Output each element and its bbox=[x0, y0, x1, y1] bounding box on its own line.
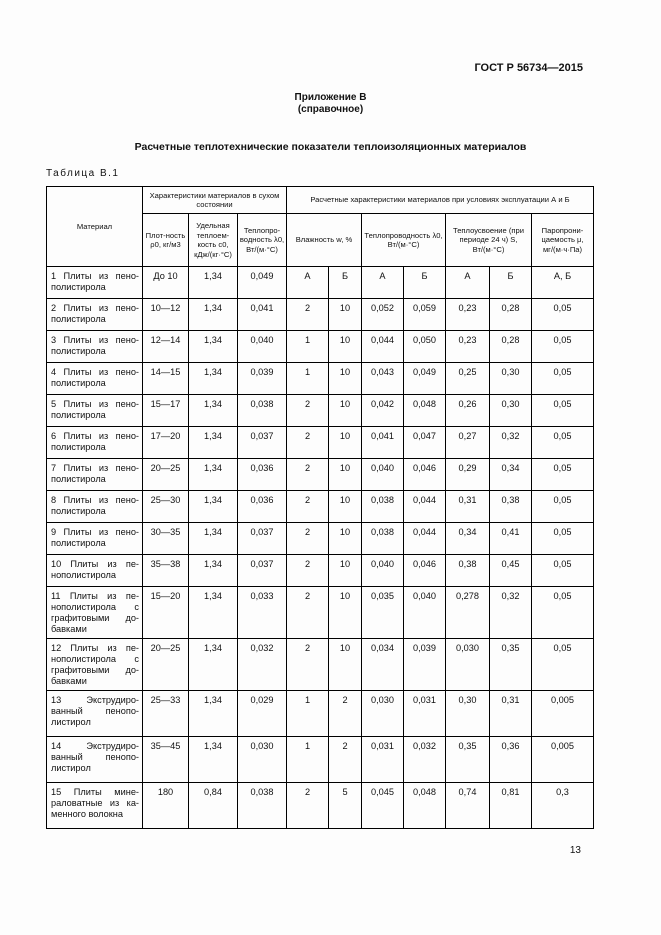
cell-vapor-permeability: 0,05 bbox=[532, 459, 594, 491]
cell-conductivity-b: 0,046 bbox=[404, 555, 446, 587]
cell-heat-capacity: 1,34 bbox=[189, 587, 238, 639]
cell-conductivity-a: 0,042 bbox=[362, 395, 404, 427]
header-heat-absorption: Теплоусвоение (при периоде 24 ч) S, Вт/(м·°С) bbox=[446, 214, 532, 267]
header-operating-group: Расчетные характеристики материалов при условиях эксплуатации А и Б bbox=[287, 187, 594, 214]
cell-humidity-b: Б bbox=[329, 267, 362, 299]
header-material: Материал bbox=[47, 187, 143, 267]
standard-number: ГОСТ Р 56734—2015 bbox=[474, 62, 583, 74]
cell-heat-capacity: 1,34 bbox=[189, 691, 238, 737]
cell-conductivity-dry: 0,037 bbox=[238, 427, 287, 459]
cell-vapor-permeability: 0,05 bbox=[532, 395, 594, 427]
cell-density: 35—38 bbox=[143, 555, 189, 587]
cell-vapor-permeability: 0,05 bbox=[532, 491, 594, 523]
appendix-title: Приложение В bbox=[294, 92, 367, 103]
cell-humidity-a: 1 bbox=[287, 737, 329, 783]
cell-conductivity-b: 0,059 bbox=[404, 299, 446, 331]
cell-humidity-b: 10 bbox=[329, 459, 362, 491]
cell-material: 12 Плиты из пе-нополистирола с графитовыми до-бавками bbox=[47, 639, 143, 691]
cell-absorption-a: А bbox=[446, 267, 490, 299]
cell-vapor-permeability: 0,3 bbox=[532, 783, 594, 829]
cell-heat-capacity: 1,34 bbox=[189, 459, 238, 491]
cell-conductivity-b: 0,044 bbox=[404, 491, 446, 523]
cell-vapor-permeability: 0,005 bbox=[532, 691, 594, 737]
cell-material: 7 Плиты из пено-полистирола bbox=[47, 459, 143, 491]
cell-material: 6 Плиты из пено-полистирола bbox=[47, 427, 143, 459]
cell-material: 1 Плиты из пено-полистирола bbox=[47, 267, 143, 299]
cell-humidity-b: 10 bbox=[329, 331, 362, 363]
cell-heat-capacity: 1,34 bbox=[189, 491, 238, 523]
cell-heat-capacity: 1,34 bbox=[189, 331, 238, 363]
cell-conductivity-b: 0,044 bbox=[404, 523, 446, 555]
cell-density: 20—25 bbox=[143, 459, 189, 491]
cell-conductivity-dry: 0,037 bbox=[238, 555, 287, 587]
cell-humidity-b: 10 bbox=[329, 363, 362, 395]
cell-heat-capacity: 1,34 bbox=[189, 267, 238, 299]
cell-conductivity-dry: 0,033 bbox=[238, 587, 287, 639]
cell-density: 180 bbox=[143, 783, 189, 829]
cell-vapor-permeability: 0,05 bbox=[532, 555, 594, 587]
cell-conductivity-dry: 0,029 bbox=[238, 691, 287, 737]
cell-vapor-permeability: 0,05 bbox=[532, 523, 594, 555]
table-row bbox=[47, 639, 594, 691]
cell-conductivity-a: 0,043 bbox=[362, 363, 404, 395]
cell-density: 20—25 bbox=[143, 639, 189, 691]
appendix-heading bbox=[0, 92, 661, 116]
header-conductivity-dry: Теплопро-водность λ0, Вт/(м·°С) bbox=[238, 214, 287, 267]
cell-absorption-b: 0,45 bbox=[490, 555, 532, 587]
cell-heat-capacity: 1,34 bbox=[189, 523, 238, 555]
section-title: Расчетные теплотехнические показатели теплоизоляционных материалов bbox=[134, 141, 527, 153]
cell-vapor-permeability: А, Б bbox=[532, 267, 594, 299]
cell-conductivity-dry: 0,049 bbox=[238, 267, 287, 299]
cell-absorption-b: 0,38 bbox=[490, 491, 532, 523]
cell-absorption-a: 0,34 bbox=[446, 523, 490, 555]
cell-vapor-permeability: 0,05 bbox=[532, 299, 594, 331]
cell-vapor-permeability: 0,005 bbox=[532, 737, 594, 783]
cell-conductivity-a: 0,041 bbox=[362, 427, 404, 459]
materials-table bbox=[46, 186, 594, 829]
cell-vapor-permeability: 0,05 bbox=[532, 363, 594, 395]
cell-humidity-a: 1 bbox=[287, 691, 329, 737]
cell-absorption-a: 0,25 bbox=[446, 363, 490, 395]
cell-heat-capacity: 0,84 bbox=[189, 783, 238, 829]
cell-absorption-a: 0,38 bbox=[446, 555, 490, 587]
cell-absorption-b: 0,41 bbox=[490, 523, 532, 555]
cell-conductivity-a: А bbox=[362, 267, 404, 299]
cell-conductivity-dry: 0,036 bbox=[238, 491, 287, 523]
cell-absorption-b: 0,35 bbox=[490, 639, 532, 691]
cell-humidity-a: 2 bbox=[287, 783, 329, 829]
table-row bbox=[47, 427, 594, 459]
cell-absorption-a: 0,278 bbox=[446, 587, 490, 639]
cell-material: 4 Плиты из пено-полистирола bbox=[47, 363, 143, 395]
table-row bbox=[47, 459, 594, 491]
cell-humidity-b: 10 bbox=[329, 523, 362, 555]
cell-humidity-b: 10 bbox=[329, 299, 362, 331]
cell-absorption-a: 0,27 bbox=[446, 427, 490, 459]
cell-vapor-permeability: 0,05 bbox=[532, 587, 594, 639]
cell-conductivity-dry: 0,040 bbox=[238, 331, 287, 363]
cell-absorption-b: 0,28 bbox=[490, 299, 532, 331]
cell-absorption-a: 0,35 bbox=[446, 737, 490, 783]
table-label: Таблица В.1 bbox=[46, 168, 120, 179]
cell-conductivity-dry: 0,037 bbox=[238, 523, 287, 555]
table-row bbox=[47, 587, 594, 639]
cell-humidity-b: 10 bbox=[329, 491, 362, 523]
cell-conductivity-dry: 0,038 bbox=[238, 395, 287, 427]
cell-heat-capacity: 1,34 bbox=[189, 395, 238, 427]
cell-vapor-permeability: 0,05 bbox=[532, 331, 594, 363]
cell-density: 30—35 bbox=[143, 523, 189, 555]
cell-absorption-b: 0,81 bbox=[490, 783, 532, 829]
cell-conductivity-b: 0,048 bbox=[404, 395, 446, 427]
cell-humidity-b: 10 bbox=[329, 587, 362, 639]
cell-conductivity-b: 0,040 bbox=[404, 587, 446, 639]
cell-density: 12—14 bbox=[143, 331, 189, 363]
cell-absorption-a: 0,26 bbox=[446, 395, 490, 427]
cell-density: 35—45 bbox=[143, 737, 189, 783]
table-row bbox=[47, 363, 594, 395]
cell-humidity-a: 2 bbox=[287, 491, 329, 523]
cell-absorption-a: 0,30 bbox=[446, 691, 490, 737]
cell-density: 15—20 bbox=[143, 587, 189, 639]
cell-absorption-b: 0,30 bbox=[490, 363, 532, 395]
table-row bbox=[47, 299, 594, 331]
cell-material: 15 Плиты мине-раловатные из ка-менного волокна bbox=[47, 783, 143, 829]
cell-conductivity-b: 0,048 bbox=[404, 783, 446, 829]
cell-heat-capacity: 1,34 bbox=[189, 427, 238, 459]
cell-conductivity-a: 0,035 bbox=[362, 587, 404, 639]
cell-humidity-a: 2 bbox=[287, 587, 329, 639]
cell-absorption-b: 0,32 bbox=[490, 587, 532, 639]
cell-density: 25—33 bbox=[143, 691, 189, 737]
cell-density: 17—20 bbox=[143, 427, 189, 459]
table-body bbox=[47, 267, 594, 829]
cell-humidity-a: 2 bbox=[287, 555, 329, 587]
cell-conductivity-a: 0,044 bbox=[362, 331, 404, 363]
appendix-note: (справочное) bbox=[297, 104, 364, 115]
table-row bbox=[47, 395, 594, 427]
cell-heat-capacity: 1,34 bbox=[189, 363, 238, 395]
page-number: 13 bbox=[569, 845, 581, 856]
header-density: Плот-ность ρ0, кг/м3 bbox=[143, 214, 189, 267]
cell-humidity-b: 10 bbox=[329, 639, 362, 691]
cell-absorption-a: 0,29 bbox=[446, 459, 490, 491]
cell-conductivity-dry: 0,032 bbox=[238, 639, 287, 691]
cell-humidity-a: 2 bbox=[287, 427, 329, 459]
table-row bbox=[47, 737, 594, 783]
cell-material: 11 Плиты из пе-нополистирола с графитовыми до-бавками bbox=[47, 587, 143, 639]
cell-absorption-a: 0,74 bbox=[446, 783, 490, 829]
cell-conductivity-a: 0,052 bbox=[362, 299, 404, 331]
table-row bbox=[47, 783, 594, 829]
cell-humidity-b: 2 bbox=[329, 737, 362, 783]
cell-conductivity-dry: 0,030 bbox=[238, 737, 287, 783]
cell-heat-capacity: 1,34 bbox=[189, 639, 238, 691]
cell-conductivity-a: 0,038 bbox=[362, 523, 404, 555]
cell-material: 3 Плиты из пено-полистирола bbox=[47, 331, 143, 363]
cell-conductivity-b: 0,049 bbox=[404, 363, 446, 395]
cell-density: 15—17 bbox=[143, 395, 189, 427]
cell-material: 14 Экструдиро-ванный пенопо-листирол bbox=[47, 737, 143, 783]
cell-conductivity-a: 0,040 bbox=[362, 555, 404, 587]
cell-conductivity-b: 0,047 bbox=[404, 427, 446, 459]
cell-absorption-a: 0,030 bbox=[446, 639, 490, 691]
table-row bbox=[47, 267, 594, 299]
cell-humidity-a: А bbox=[287, 267, 329, 299]
cell-conductivity-a: 0,030 bbox=[362, 691, 404, 737]
cell-humidity-a: 1 bbox=[287, 363, 329, 395]
cell-absorption-b: 0,28 bbox=[490, 331, 532, 363]
cell-heat-capacity: 1,34 bbox=[189, 299, 238, 331]
cell-material: 5 Плиты из пено-полистирола bbox=[47, 395, 143, 427]
cell-conductivity-b: Б bbox=[404, 267, 446, 299]
cell-material: 10 Плиты из пе-нополистирола bbox=[47, 555, 143, 587]
cell-humidity-a: 2 bbox=[287, 459, 329, 491]
table-row bbox=[47, 331, 594, 363]
cell-conductivity-b: 0,050 bbox=[404, 331, 446, 363]
cell-conductivity-a: 0,045 bbox=[362, 783, 404, 829]
cell-absorption-a: 0,23 bbox=[446, 331, 490, 363]
cell-conductivity-b: 0,032 bbox=[404, 737, 446, 783]
cell-humidity-b: 10 bbox=[329, 395, 362, 427]
header-heat-capacity: Удельная теплоем-кость c0, кДж/(кг·°С) bbox=[189, 214, 238, 267]
cell-conductivity-dry: 0,041 bbox=[238, 299, 287, 331]
table-row bbox=[47, 491, 594, 523]
cell-humidity-b: 10 bbox=[329, 555, 362, 587]
header-conductivity: Теплопроводность λ0, Вт/(м·°С) bbox=[362, 214, 446, 267]
cell-absorption-b: 0,30 bbox=[490, 395, 532, 427]
table-row bbox=[47, 691, 594, 737]
cell-humidity-a: 2 bbox=[287, 523, 329, 555]
cell-density: 14—15 bbox=[143, 363, 189, 395]
cell-conductivity-dry: 0,038 bbox=[238, 783, 287, 829]
table-row bbox=[47, 555, 594, 587]
header-dry-group: Характеристики материалов в сухом состоянии bbox=[143, 187, 287, 214]
cell-humidity-b: 10 bbox=[329, 427, 362, 459]
cell-conductivity-b: 0,039 bbox=[404, 639, 446, 691]
cell-humidity-a: 1 bbox=[287, 331, 329, 363]
table-row bbox=[47, 523, 594, 555]
cell-material: 9 Плиты из пено-полистирола bbox=[47, 523, 143, 555]
cell-conductivity-dry: 0,036 bbox=[238, 459, 287, 491]
cell-density: До 10 bbox=[143, 267, 189, 299]
cell-material: 13 Экструдиро-ванный пенопо-листирол bbox=[47, 691, 143, 737]
cell-absorption-b: Б bbox=[490, 267, 532, 299]
cell-density: 25—30 bbox=[143, 491, 189, 523]
cell-absorption-a: 0,23 bbox=[446, 299, 490, 331]
cell-conductivity-b: 0,031 bbox=[404, 691, 446, 737]
cell-heat-capacity: 1,34 bbox=[189, 555, 238, 587]
cell-absorption-b: 0,32 bbox=[490, 427, 532, 459]
cell-conductivity-a: 0,038 bbox=[362, 491, 404, 523]
cell-conductivity-a: 0,034 bbox=[362, 639, 404, 691]
cell-absorption-a: 0,31 bbox=[446, 491, 490, 523]
cell-humidity-b: 5 bbox=[329, 783, 362, 829]
cell-density: 10—12 bbox=[143, 299, 189, 331]
header-vapor-permeability: Паропрони-цаемость μ, мг/(м·ч·Па) bbox=[532, 214, 594, 267]
cell-conductivity-a: 0,031 bbox=[362, 737, 404, 783]
cell-humidity-a: 2 bbox=[287, 299, 329, 331]
cell-absorption-b: 0,36 bbox=[490, 737, 532, 783]
cell-absorption-b: 0,34 bbox=[490, 459, 532, 491]
cell-humidity-a: 2 bbox=[287, 639, 329, 691]
cell-vapor-permeability: 0,05 bbox=[532, 427, 594, 459]
cell-heat-capacity: 1,34 bbox=[189, 737, 238, 783]
cell-material: 8 Плиты из пено-полистирола bbox=[47, 491, 143, 523]
cell-conductivity-b: 0,046 bbox=[404, 459, 446, 491]
cell-humidity-b: 2 bbox=[329, 691, 362, 737]
cell-vapor-permeability: 0,05 bbox=[532, 639, 594, 691]
cell-absorption-b: 0,31 bbox=[490, 691, 532, 737]
cell-material: 2 Плиты из пено-полистирола bbox=[47, 299, 143, 331]
cell-humidity-a: 2 bbox=[287, 395, 329, 427]
cell-conductivity-dry: 0,039 bbox=[238, 363, 287, 395]
cell-conductivity-a: 0,040 bbox=[362, 459, 404, 491]
header-humidity: Влажность w, % bbox=[287, 214, 362, 267]
